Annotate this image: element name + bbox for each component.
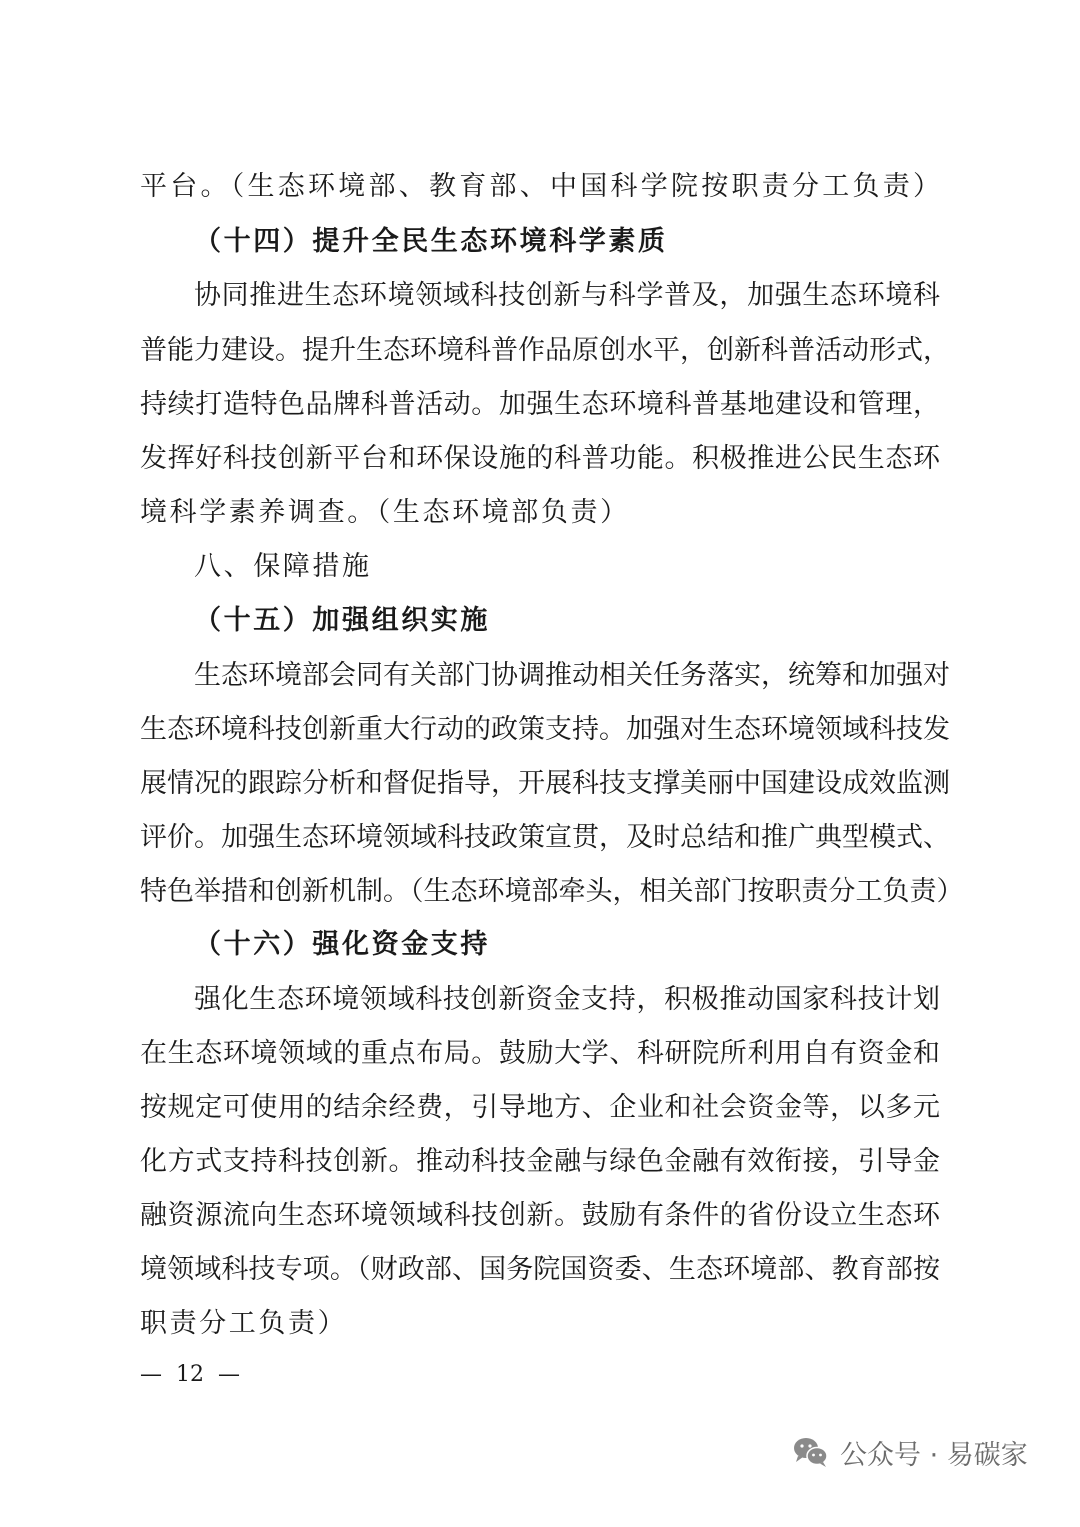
- paragraph-line: 在生态环境领域的重点布局。鼓励大学、科研院所利用自有资金和: [140, 1038, 940, 1069]
- chapter-heading: 八、保障措施: [194, 551, 372, 582]
- watermark-text: 公众号 · 易碳家: [840, 1439, 1028, 1471]
- section-heading-14: （十四）提升全民生态环境科学素质: [194, 226, 668, 257]
- paragraph-line: 特色举措和创新机制。（生态环境部牵头，相关部门按职责分工负责）: [140, 876, 964, 907]
- watermark: [792, 1432, 1028, 1472]
- paragraph-line: 平台。（生态环境部、教育部、中国科学院按职责分工负责）: [140, 171, 940, 202]
- paragraph-line: 持续打造特色品牌科普活动。加强生态环境科普基地建设和管理，: [140, 389, 940, 420]
- paragraph-line: 职责分工负责）: [140, 1308, 348, 1339]
- paragraph-line: 生态环境部会同有关部门协调推动相关任务落实，统筹和加强对: [194, 660, 950, 691]
- section-heading-16: （十六）强化资金支持: [194, 929, 490, 960]
- paragraph-line: 展情况的跟踪分析和督促指导，开展科技支撑美丽中国建设成效监测: [140, 768, 950, 799]
- paragraph-line: 强化生态环境领域科技创新资金支持，积极推动国家科技计划: [194, 984, 940, 1015]
- paragraph-line: 化方式支持科技创新。推动科技金融与绿色金融有效衔接，引导金: [140, 1146, 940, 1177]
- paragraph-line: 按规定可使用的结余经费，引导地方、企业和社会资金等，以多元: [140, 1092, 940, 1123]
- paragraph-line: 境领域科技专项。（财政部、国务院国资委、生态环境部、教育部按: [140, 1254, 940, 1285]
- paragraph-line: 境科学素养调查。（生态环境部负责）: [140, 497, 630, 528]
- paragraph-line: 普能力建设。提升生态环境科普作品原创水平，创新科普活动形式，: [140, 335, 950, 366]
- section-heading-15: （十五）加强组织实施: [194, 605, 490, 636]
- page-number: — 12 —: [140, 1362, 240, 1387]
- paragraph-line: 协同推进生态环境领域科技创新与科学普及，加强生态环境科: [194, 280, 940, 311]
- wechat-icon: [792, 1436, 830, 1468]
- paragraph-line: 发挥好科技创新平台和环保设施的科普功能。积极推进公民生态环: [140, 443, 940, 474]
- paragraph-line: 融资源流向生态环境领域科技创新。鼓励有条件的省份设立生态环: [140, 1200, 940, 1231]
- paragraph-line: 评价。加强生态环境领域科技政策宣贯，及时总结和推广典型模式、: [140, 822, 950, 853]
- paragraph-line: 生态环境科技创新重大行动的政策支持。加强对生态环境领域科技发: [140, 714, 950, 745]
